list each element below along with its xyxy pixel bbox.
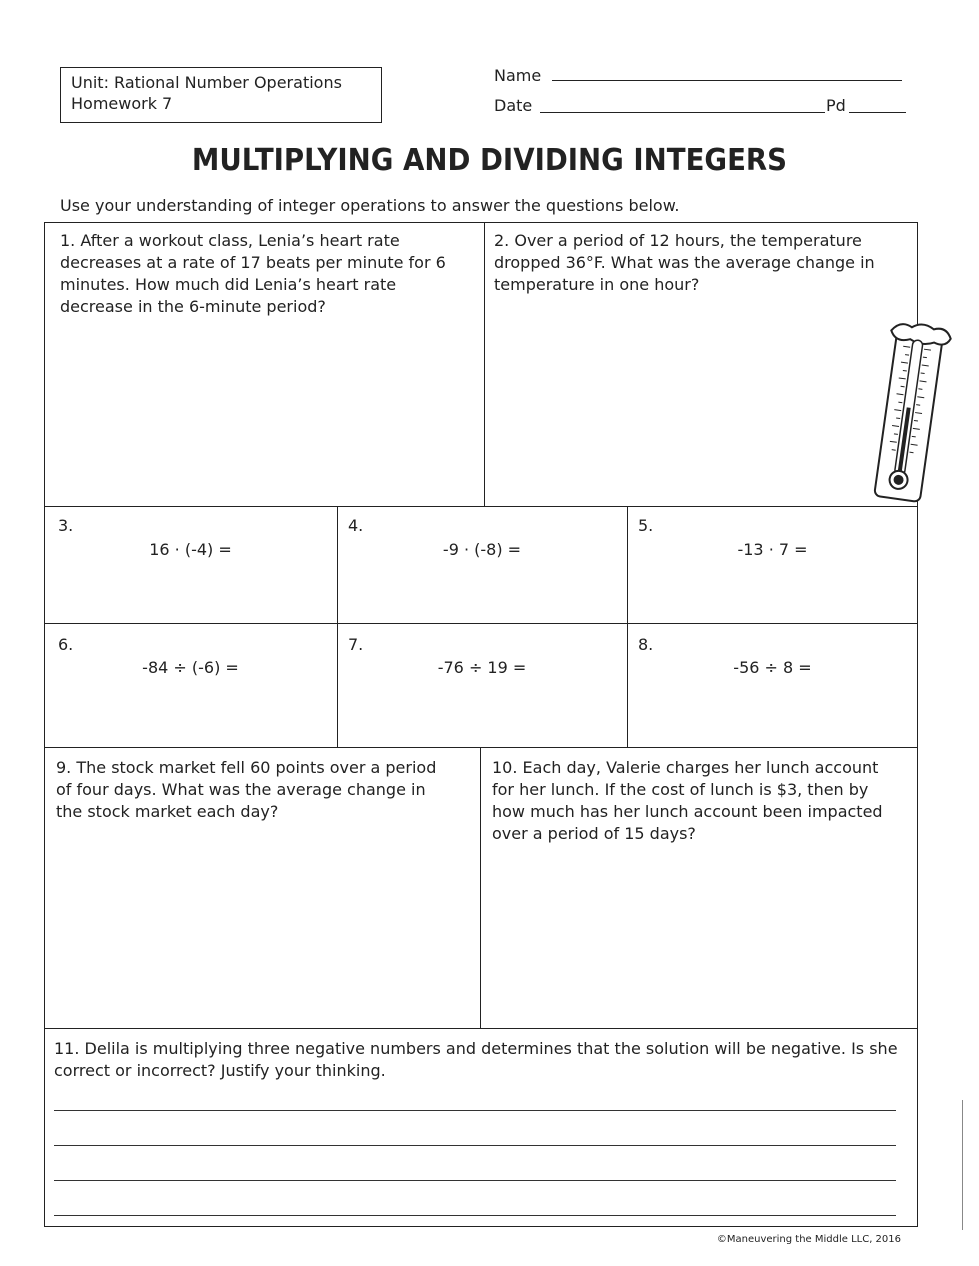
- unit-label: Unit: Rational Number Operations: [71, 73, 342, 92]
- homework-label: Homework 7: [71, 94, 173, 113]
- question-8-expression: -56 ÷ 8 =: [733, 658, 812, 677]
- pd-field[interactable]: [849, 112, 906, 113]
- unit-box: [60, 67, 382, 123]
- divider: [44, 1028, 918, 1029]
- divider: [44, 506, 918, 507]
- answer-line[interactable]: [54, 1110, 896, 1111]
- question-11: 11. Delila is multiplying three negative numbers and determines that the solution will be negative. Is she correct or incorrect? Justify your thinking.: [54, 1039, 898, 1080]
- question-4-expression: -9 · (-8) =: [442, 540, 522, 559]
- question-9: 9. The stock market fell 60 points over a period of four days. What was the average change in the stock market each day?: [56, 758, 437, 821]
- page-title: MULTIPLYING AND DIVIDING INTEGERS: [191, 143, 788, 178]
- question-8-number: 8.: [638, 635, 654, 654]
- name-label: Name: [494, 66, 542, 85]
- question-2: 2. Over a period of 12 hours, the temperature dropped 36°F. What was the average change in temperature in one hour?: [494, 231, 875, 294]
- question-10: 10. Each day, Valerie charges her lunch account for her lunch. If the cost of lunch is $3, then by how much has her lunch account been impacted over a period of 15 days?: [492, 758, 883, 843]
- question-7-number: 7.: [348, 635, 364, 654]
- copyright-footer: ©Maneuvering the Middle LLC, 2016: [716, 1234, 901, 1245]
- pd-label: Pd: [826, 96, 846, 115]
- question-6-expression: -84 ÷ (-6) =: [142, 658, 239, 677]
- divider: [480, 747, 481, 1028]
- divider: [484, 222, 485, 506]
- question-3-number: 3.: [58, 516, 74, 535]
- question-6-number: 6.: [58, 635, 74, 654]
- instructions: Use your understanding of integer operations to answer the questions below.: [60, 196, 680, 215]
- question-1: 1. After a workout class, Lenia’s heart rate decreases at a rate of 17 beats per minute for 6 minutes. How much did Lenia’s heart rate decrease in the 6-minute period?: [60, 231, 446, 316]
- scan-edge: [962, 1100, 963, 1230]
- question-5-number: 5.: [638, 516, 654, 535]
- answer-line[interactable]: [54, 1215, 896, 1216]
- date-field[interactable]: [540, 112, 825, 113]
- answer-line[interactable]: [54, 1145, 896, 1146]
- date-label: Date: [494, 96, 533, 115]
- name-field[interactable]: [552, 80, 902, 81]
- question-3-expression: 16 · (-4) =: [149, 540, 232, 559]
- divider: [44, 747, 918, 748]
- question-4-number: 4.: [348, 516, 364, 535]
- question-5-expression: -13 · 7 =: [737, 540, 808, 559]
- divider: [44, 623, 918, 624]
- question-7-expression: -76 ÷ 19 =: [437, 658, 527, 677]
- answer-line[interactable]: [54, 1180, 896, 1181]
- thermometer-icon: [866, 318, 956, 508]
